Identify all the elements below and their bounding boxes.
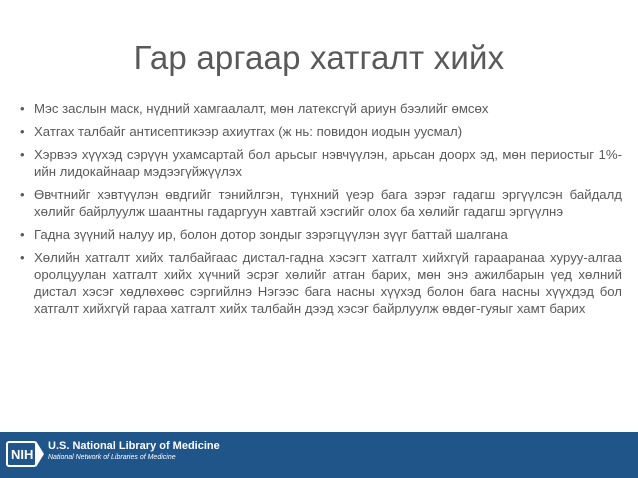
bullet-item bbox=[18, 186, 622, 220]
bullet-text: Өвчтнийг хэвтүүлэн өвдгийг тэнийлгэн, түнхний үеэр бага зэрэг гадагш эргүүлсэн байдалд хөлийг байрлуулж шаантны гадаргуун хавтгай хэсгийг олох ба хөлийг гадагш эргүүлнэ bbox=[34, 187, 622, 219]
bullet-item bbox=[18, 226, 622, 243]
bullet-item bbox=[18, 249, 622, 317]
bullet-marker: • bbox=[20, 147, 25, 162]
bullet-text: Хөлийн хатгалт хийх талбайгаас дистал-гадна хэсэгт хатгалт хийхгүй гарааранаа хуруу-алгаа оролцуулан хатгалт хийх хүчний эсрэг хөлийг атган барих, мөн энэ ажилбарын үед хөлний дистал хэсэг хөдлөхөөс сэргийлнэ Нэгээс бага насны хүүхэд болон бага насны хүүхдэд бол хатгалт хийхгүй гараа хатгалт хийх талбайн дээд хэсэг байрлуулж өвдөг-гуяыг хамт барих bbox=[34, 250, 622, 316]
bullet-marker: • bbox=[20, 187, 25, 202]
nih-logo-arrow-icon bbox=[36, 441, 44, 467]
bullet-list bbox=[18, 100, 622, 323]
bullet-marker: • bbox=[20, 250, 25, 265]
bullet-text: Хатгах талбайг антисептикээр ахиутгах (ж нь: повидон иодын уусмал) bbox=[34, 124, 463, 139]
bullet-text: Мэс заслын маск, нүдний хамгаалалт, мөн латексгүй ариун бээлийг өмсөх bbox=[34, 101, 489, 116]
org-text bbox=[48, 440, 220, 463]
bullet-item bbox=[18, 100, 622, 117]
bullet-marker: • bbox=[20, 101, 25, 116]
footer-bar bbox=[0, 432, 638, 478]
org-name: U.S. National Library of Medicine bbox=[48, 440, 220, 452]
bullet-item bbox=[18, 146, 622, 180]
bullet-marker: • bbox=[20, 227, 25, 242]
bullet-text: Гадна зүүний налуу ир, болон дотор зондыг зэрэгцүүлэн зүүг баттай шалгана bbox=[34, 227, 508, 242]
nih-logo bbox=[6, 441, 44, 467]
org-subtitle: National Network of Libraries of Medicine bbox=[48, 454, 176, 461]
nih-logo-mark: NIH bbox=[6, 441, 37, 467]
slide-title: Гар аргаар хатгалт хийх bbox=[133, 39, 505, 76]
bullet-marker: • bbox=[20, 124, 25, 139]
bullet-item bbox=[18, 123, 622, 140]
bullet-text: Хэрвээ хүүхэд сэрүүн ухамсартай бол арьсыг нэвчүүлэн, арьсан доорх эд, мөн периостыг 1%-ийн лидокайнаар мэдээгүйжүүлэх bbox=[34, 147, 622, 179]
